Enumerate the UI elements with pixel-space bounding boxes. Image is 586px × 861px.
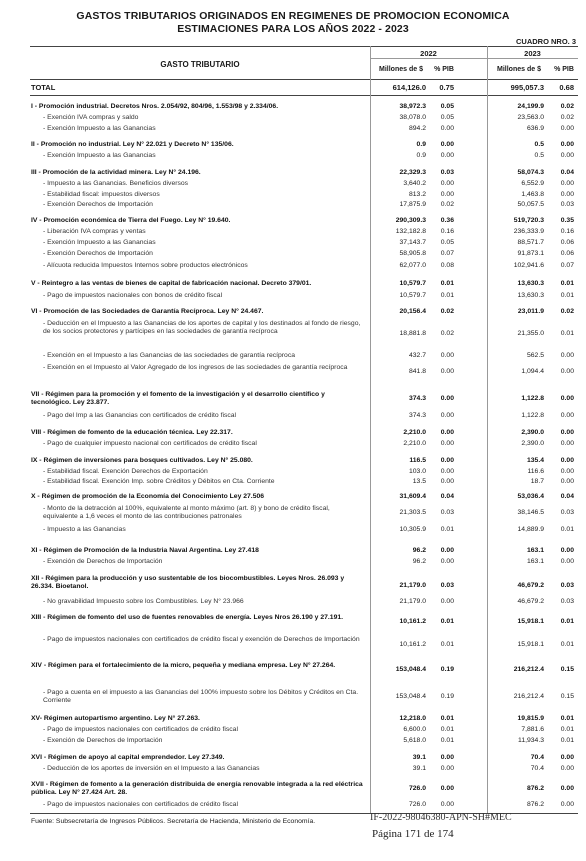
pib-2023: 0.00: [560, 352, 574, 359]
amount-2022: 10,161.2: [399, 618, 426, 625]
row-label: - Liberación IVA compras y ventas: [43, 228, 146, 235]
pib-2022: 0.00: [440, 547, 454, 554]
pib-2023: 0.06: [560, 239, 574, 246]
pib-2022: 0.01: [440, 641, 454, 648]
amount-2022: 726.0: [408, 801, 426, 808]
row-label: - Pago de impuestos nacionales con certificados de crédito fiscal: [43, 801, 238, 808]
pib-2023: 0.01: [560, 280, 574, 287]
row-label: - Estabilidad fiscal. Exención Derechos de Exportación: [43, 468, 208, 475]
amount-2023: 58,074.3: [517, 169, 544, 176]
amount-2023: 519,720.3: [513, 217, 544, 224]
pib-2023: 0.06: [560, 250, 574, 257]
pib-2022: 0.00: [440, 180, 454, 187]
pib-2023: 0.00: [560, 457, 574, 464]
pib-2022: 0.00: [440, 395, 454, 402]
pib-2023: 0.15: [560, 693, 574, 700]
source-note: Fuente: Subsecretaría de Ingresos Públicos. Secretaría de Hacienda, Ministerio de Economía.: [31, 818, 316, 825]
amount-2022: 22,329.3: [399, 169, 426, 176]
pib-2022: 0.03: [440, 582, 454, 589]
pib-2022: 0.00: [440, 558, 454, 565]
pib-2023: 0.00: [560, 152, 574, 159]
section-label: XVI - Régimen de apoyo al capital emprendedor. Ley 27.349.: [31, 754, 225, 761]
amount-2023: 995,057.3: [510, 83, 544, 92]
amount-2022: 374.3: [408, 395, 426, 402]
row-label: - Exención Impuesto a las Ganancias: [43, 152, 156, 159]
amount-2022: 10,305.9: [399, 526, 426, 533]
amount-2023: 14,889.9: [517, 526, 544, 533]
row-label: - Pago a cuenta en el impuesto a las Ganancias del 100% impuesto sobre los Débitos y Créditos en Cta. Corriente: [43, 689, 359, 704]
pib-2022: 0.00: [440, 785, 454, 792]
row-label: - Deducción de los aportes de inversión en el Impuesto a las Ganancias: [43, 765, 260, 772]
amount-2022: 6,600.0: [403, 726, 426, 733]
amount-2023: 0.5: [534, 152, 544, 159]
amount-2023: 46,679.2: [517, 582, 544, 589]
amount-2022: 31,609.4: [399, 493, 426, 500]
pib-2022: 0.00: [440, 478, 454, 485]
pib-2022: 0.00: [440, 468, 454, 475]
amount-2022: 10,579.7: [399, 292, 426, 299]
pib-2023: 0.03: [560, 598, 574, 605]
amount-2023: 1,122.8: [521, 412, 544, 419]
amount-2022: 62,077.0: [399, 262, 426, 269]
amount-2022: 10,579.7: [399, 280, 426, 287]
pib-2023: 0.01: [560, 737, 574, 744]
pib-2022: 0.01: [440, 726, 454, 733]
header-pib-2022: % PIB: [434, 66, 454, 73]
header-pib-2023: % PIB: [554, 66, 574, 73]
pib-2022: 0.05: [440, 114, 454, 121]
amount-2022: 38,972.3: [399, 103, 426, 110]
header-year-2022: 2022: [420, 49, 437, 58]
amount-2022: 726.0: [408, 785, 426, 792]
amount-2022: 18,881.8: [399, 330, 426, 337]
pib-2023: 0.04: [560, 493, 574, 500]
amount-2022: 20,156.4: [399, 308, 426, 315]
amount-2022: 614,126.0: [392, 83, 426, 92]
pib-2022: 0.00: [440, 125, 454, 132]
amount-2023: 19,815.9: [517, 715, 544, 722]
pib-2022: 0.05: [440, 239, 454, 246]
pib-2023: 0.00: [560, 785, 574, 792]
section-label: I - Promoción industrial. Decretos Nros. 2.054/92, 804/96, 1.553/98 y 2.334/06.: [31, 103, 279, 110]
pib-2023: 0.00: [560, 395, 574, 402]
pib-2022: 0.19: [440, 666, 454, 673]
amount-2022: 21,179.0: [399, 598, 426, 605]
amount-2022: 2,210.0: [403, 429, 426, 436]
pib-2022: 0.36: [440, 217, 454, 224]
pib-2023: 0.16: [560, 228, 574, 235]
total-label: TOTAL: [31, 83, 56, 92]
pib-2022: 0.02: [440, 201, 454, 208]
row-label: - Estabilidad fiscal: impuestos diversos: [43, 191, 160, 198]
amount-2022: 116.5: [409, 457, 426, 464]
pib-2023: 0.03: [560, 201, 574, 208]
amount-2022: 894.2: [408, 125, 426, 132]
pib-2023: 0.02: [560, 114, 574, 121]
document-stamp: IF-2022-98046380-APN-SH#MEC: [370, 812, 512, 823]
amount-2023: 636.9: [526, 125, 544, 132]
pib-2022: 0.00: [440, 765, 454, 772]
pib-2023: 0.00: [560, 440, 574, 447]
section-label: VIII - Régimen de fomento de la educación técnica. Ley 22.317.: [31, 429, 233, 436]
row-label: - Estabilidad fiscal. Exención Imp. sobre Créditos y Débitos en Cta. Corriente: [43, 478, 275, 485]
amount-2023: 876.2: [526, 785, 544, 792]
amount-2023: 163.1: [526, 558, 544, 565]
pib-2022: 0.00: [440, 141, 454, 148]
amount-2022: 10,161.2: [399, 641, 426, 648]
pib-2022: 0.01: [440, 737, 454, 744]
amount-2023: 24,199.9: [517, 103, 544, 110]
amount-2022: 96.2: [412, 558, 426, 565]
pib-2023: 0.00: [560, 429, 574, 436]
amount-2023: 15,918.1: [517, 641, 544, 648]
amount-2022: 39.1: [412, 765, 426, 772]
amount-2023: 876.2: [526, 801, 544, 808]
pib-2022: 0.05: [440, 103, 454, 110]
amount-2023: 15,918.1: [517, 618, 544, 625]
amount-2023: 91,873.1: [517, 250, 544, 257]
row-label: - Exención Impuesto a las Ganancias: [43, 125, 156, 132]
amount-2022: 38,078.0: [399, 114, 426, 121]
amount-2022: 132,182.8: [395, 228, 426, 235]
pib-2022: 0.00: [440, 754, 454, 761]
pib-2023: 0.01: [560, 330, 574, 337]
row-label: - Deducción en el Impuesto a las Ganancias de los aportes de capital y los destinados al fondo de riesgo, de los socios protectores y partícipes en las sociedades de garantía recíproca: [43, 320, 361, 335]
section-label: IV - Promoción económica de Tierra del Fuego. Ley N° 19.640.: [31, 217, 231, 224]
pib-2022: 0.19: [440, 693, 454, 700]
pib-2023: 0.35: [560, 217, 574, 224]
amount-2023: 6,552.9: [521, 180, 544, 187]
pib-2022: 0.03: [440, 509, 454, 516]
amount-2022: 21,179.0: [399, 582, 426, 589]
section-label: V - Reintegro a las ventas de bienes de capital de fabricación nacional. Decreto 379/01.: [31, 280, 312, 287]
pib-2022: 0.03: [440, 169, 454, 176]
pib-2023: 0.03: [560, 582, 574, 589]
pib-2022: 0.00: [440, 440, 454, 447]
section-label: XVII - Régimen de fomento a la generación distribuida de energía renovable integrada a la red eléctrica pública. Ley N° 27.424 Art. 28.: [31, 781, 363, 796]
section-label: XIV - Régimen para el fortalecimiento de la micro, pequeña y mediana empresa. Ley N° 27.264.: [31, 662, 336, 669]
pib-2023: 0.02: [560, 103, 574, 110]
section-label: XI - Régimen de Promoción de la Industria Naval Argentina. Ley 27.418: [31, 547, 259, 554]
pib-2023: 0.01: [560, 726, 574, 733]
amount-2023: 1,463.8: [521, 191, 544, 198]
pib-2022: 0.00: [440, 429, 454, 436]
pib-2022: 0.01: [440, 292, 454, 299]
pib-2023: 0.00: [560, 125, 574, 132]
row-label: - Exención Derechos de Importación: [43, 250, 153, 257]
row-label: - Pago de impuestos nacionales con certificados de crédito fiscal: [43, 726, 238, 733]
amount-2023: 163.1: [526, 547, 544, 554]
amount-2023: 236,333.9: [513, 228, 544, 235]
amount-2023: 116.6: [527, 468, 544, 475]
pib-2023: 0.00: [560, 412, 574, 419]
pib-2022: 0.01: [440, 280, 454, 287]
row-label: - Impuesto a las Ganancias: [43, 526, 126, 533]
amount-2022: 39.1: [412, 754, 426, 761]
pib-2022: 0.08: [440, 262, 454, 269]
pib-2023: 0.00: [560, 368, 574, 375]
row-label: - Pago de impuestos nacionales con certificados de crédito fiscal y exención de Derechos de Importación: [43, 636, 360, 643]
amount-2022: 96.2: [412, 547, 426, 554]
pib-2022: 0.01: [440, 715, 454, 722]
header-gasto: GASTO TRIBUTARIO: [160, 60, 240, 69]
pib-2023: 0.01: [560, 641, 574, 648]
section-label: XII - Régimen para la producción y uso sustentable de los biocombustibles. Leyes Nros. 26.093 y 26.334. Bioetanol.: [31, 575, 345, 590]
amount-2023: 7,881.6: [521, 726, 544, 733]
pib-2023: 0.00: [560, 754, 574, 761]
pib-2022: 0.01: [440, 526, 454, 533]
pib-2023: 0.00: [560, 801, 574, 808]
section-label: III - Promoción de la actividad minera. Ley N° 24.196.: [31, 169, 201, 176]
amount-2022: 21,303.5: [399, 509, 426, 516]
amount-2022: 813.2: [408, 191, 426, 198]
amount-2022: 13.5: [412, 478, 426, 485]
amount-2022: 2,210.0: [403, 440, 426, 447]
amount-2023: 70.4: [530, 754, 544, 761]
section-label: XV- Régimen autopartismo argentino. Ley N° 27.263.: [31, 715, 200, 722]
amount-2023: 2,390.0: [521, 440, 544, 447]
amount-2022: 17,875.9: [399, 201, 426, 208]
pib-2023: 0.00: [560, 547, 574, 554]
row-label: - Exención Derechos de Importación: [43, 201, 153, 208]
amount-2022: 37,143.7: [399, 239, 426, 246]
pib-2023: 0.68: [559, 83, 574, 92]
section-label: XIII - Régimen de fomento del uso de fuentes renovables de energía. Leyes Nros 26.190 y 27.191.: [31, 614, 344, 621]
amount-2023: 23,563.0: [517, 114, 544, 121]
amount-2022: 153,048.4: [395, 693, 426, 700]
amount-2022: 153,048.4: [395, 666, 426, 673]
pib-2022: 0.04: [440, 493, 454, 500]
pib-2022: 0.00: [440, 457, 454, 464]
row-label: - Exención en el Impuesto a las Ganancias de las sociedades de garantía recíproca: [43, 352, 296, 359]
pib-2023: 0.01: [560, 526, 574, 533]
pib-2023: 0.00: [560, 180, 574, 187]
pib-2023: 0.00: [560, 558, 574, 565]
amount-2022: 103.0: [408, 468, 426, 475]
row-label: - Monto de la detracción al 100%, equivalente al monto máximo (art. 8) y bono de crédito fiscal, equivalente a 1,6 veces el monto de las contribuciones patronales: [43, 505, 330, 520]
pib-2022: 0.00: [440, 152, 454, 159]
amount-2022: 841.8: [408, 368, 426, 375]
pib-2023: 0.00: [560, 141, 574, 148]
pib-2022: 0.02: [440, 308, 454, 315]
pib-2023: 0.01: [560, 292, 574, 299]
pib-2023: 0.00: [560, 478, 574, 485]
amount-2022: 12,218.0: [399, 715, 426, 722]
pib-2022: 0.00: [440, 598, 454, 605]
row-label: - Exención de Derechos de Importación: [43, 558, 163, 565]
pib-2023: 0.03: [560, 509, 574, 516]
pib-2023: 0.00: [560, 468, 574, 475]
amount-2023: 216,212.4: [513, 666, 544, 673]
pib-2023: 0.07: [560, 262, 574, 269]
section-label: VII - Régimen para la promoción y el fomento de la investigación y el desarrollo científico y tecnológico. Ley 23.877.: [31, 391, 325, 406]
pib-2023: 0.02: [560, 308, 574, 315]
amount-2023: 53,036.4: [517, 493, 544, 500]
amount-2023: 38,146.5: [517, 509, 544, 516]
pib-2023: 0.04: [560, 169, 574, 176]
amount-2023: 50,057.5: [517, 201, 544, 208]
pib-2023: 0.01: [560, 715, 574, 722]
document-title: GASTOS TRIBUTARIOS ORIGINADOS EN REGIMENES DE PROMOCION ECONOMICA: [76, 10, 510, 22]
amount-2023: 13,630.3: [517, 292, 544, 299]
row-label: - Alícuota reducida Impuestos Internos sobre productos electrónicos: [43, 262, 248, 269]
row-label: - Exención Impuesto a las Ganancias: [43, 239, 156, 246]
amount-2023: 1,122.8: [521, 395, 544, 402]
page-number: Página 171 de 174: [372, 828, 454, 840]
amount-2023: 13,630.3: [517, 280, 544, 287]
amount-2023: 23,011.9: [517, 308, 544, 315]
header-millones-2022: Millones de $: [379, 66, 423, 73]
header-millones-2023: Millones de $: [497, 66, 541, 73]
pib-2022: 0.00: [440, 368, 454, 375]
section-label: VI - Promoción de las Sociedades de Garantía Recíproca. Ley N° 24.467.: [31, 308, 264, 315]
row-label: - Pago de impuestos nacionales con bonos de crédito fiscal: [43, 292, 223, 299]
pib-2023: 0.00: [560, 191, 574, 198]
amount-2022: 0.9: [416, 141, 426, 148]
amount-2022: 3,640.2: [403, 180, 426, 187]
amount-2023: 18.7: [530, 478, 544, 485]
pib-2022: 0.00: [440, 412, 454, 419]
row-label: - Exención en el Impuesto al Valor Agregado de los ingresos de las sociedades de garantía recíproca: [43, 364, 348, 371]
table-number: CUADRO NRO. 3: [515, 37, 576, 46]
amount-2022: 432.7: [408, 352, 426, 359]
amount-2023: 2,390.0: [521, 429, 544, 436]
row-label: - Pago del Imp a las Ganancias con certificados de crédito fiscal: [43, 412, 237, 419]
pib-2022: 0.00: [440, 191, 454, 198]
row-label: - Exención IVA compras y saldo: [43, 114, 139, 121]
amount-2023: 11,934.3: [518, 737, 544, 744]
amount-2023: 70.4: [530, 765, 544, 772]
row-label: - Pago de cualquier impuesto nacional con certificados de crédito fiscal: [43, 440, 257, 447]
amount-2022: 58,905.8: [399, 250, 426, 257]
row-label: - Impuesto a las Ganancias. Beneficios diversos: [43, 180, 189, 187]
pib-2023: 0.15: [560, 666, 574, 673]
section-label: II - Promoción no industrial. Ley N° 22.021 y Decreto N° 135/06.: [31, 141, 234, 148]
pib-2023: 0.00: [560, 765, 574, 772]
document-subtitle: ESTIMACIONES PARA LOS AÑOS 2022 - 2023: [177, 23, 409, 35]
pib-2022: 0.07: [440, 250, 454, 257]
amount-2023: 135.4: [526, 457, 544, 464]
pib-2022: 0.75: [439, 83, 454, 92]
amount-2023: 562.5: [526, 352, 544, 359]
amount-2023: 102,941.6: [513, 262, 544, 269]
section-label: IX - Régimen de inversiones para bosques cultivados. Ley N° 25.080.: [31, 457, 253, 464]
section-label: X - Régimen de promoción de la Economía del Conocimiento Ley 27.506: [31, 493, 265, 500]
amount-2022: 374.3: [408, 412, 426, 419]
pib-2022: 0.02: [440, 330, 454, 337]
header-year-2023: 2023: [524, 49, 541, 58]
pib-2022: 0.16: [440, 228, 454, 235]
amount-2023: 46,679.2: [517, 598, 544, 605]
amount-2023: 216,212.4: [513, 693, 544, 700]
pib-2022: 0.00: [440, 352, 454, 359]
row-label: - Exención de Derechos de Importación: [43, 737, 163, 744]
row-label: - No gravabilidad Impuesto sobre los Combustibles. Ley N° 23.966: [43, 598, 244, 605]
pib-2022: 0.00: [440, 801, 454, 808]
amount-2023: 88,571.7: [517, 239, 544, 246]
amount-2023: 1,094.4: [521, 368, 544, 375]
amount-2022: 290,309.3: [395, 217, 426, 224]
amount-2023: 0.5: [534, 141, 544, 148]
amount-2022: 0.9: [416, 152, 426, 159]
pib-2022: 0.01: [440, 618, 454, 625]
pib-2023: 0.01: [560, 618, 574, 625]
amount-2023: 21,355.0: [517, 330, 544, 337]
amount-2022: 5,618.0: [403, 737, 426, 744]
